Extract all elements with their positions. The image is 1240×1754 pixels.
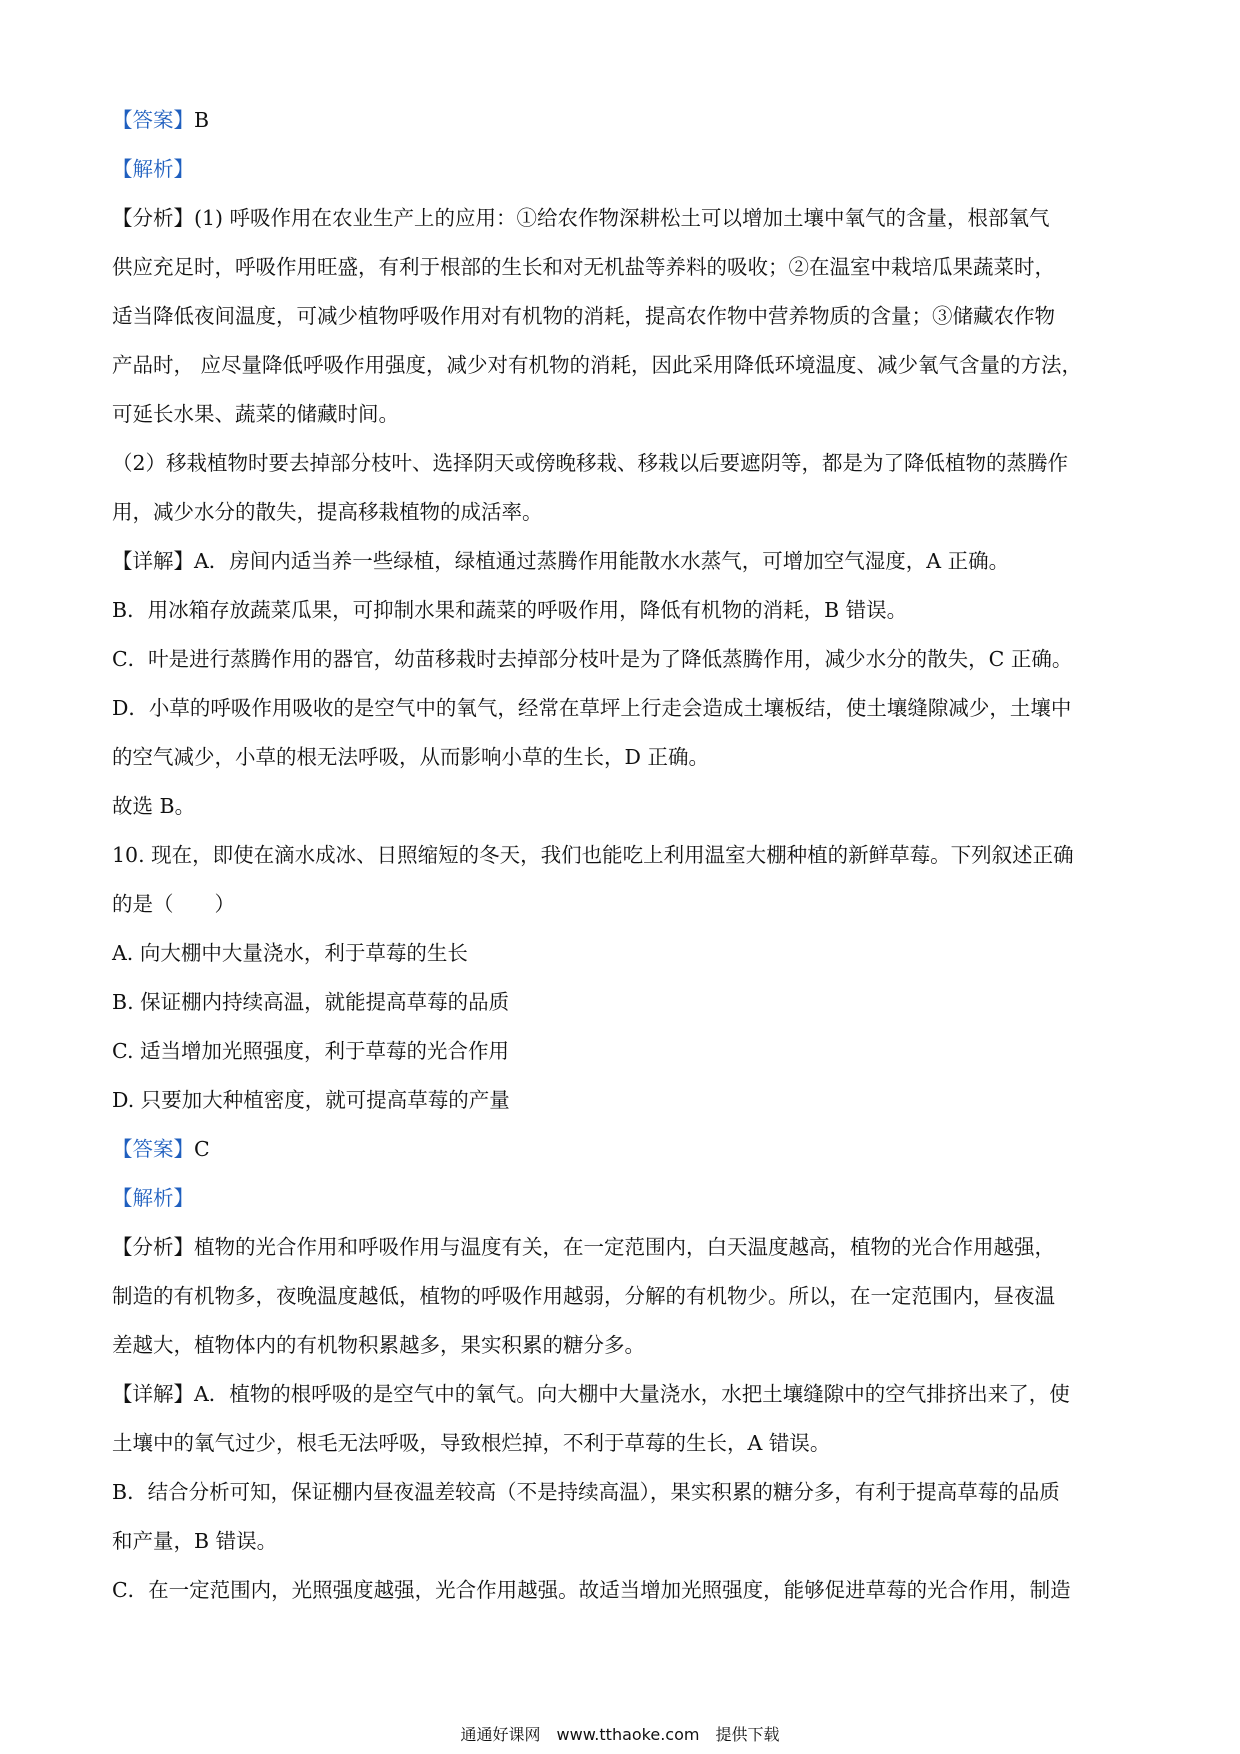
line-text: 的是（ ） [112,892,235,916]
text-line [112,194,1142,243]
line-text: C. 适当增加光照强度，利于草莓的光合作用 [112,1039,509,1063]
text-line [112,733,1142,782]
text-line [112,390,1142,439]
line-text: 可延长水果、蔬菜的储藏时间。 [112,402,399,426]
line-text: D. 只要加大种植密度，就可提高草莓的产量 [112,1088,510,1112]
line-text: 土壤中的氧气过少，根毛无法呼吸，导致根烂掉，不利于草莓的生长，A 错误。 [112,1431,831,1455]
text-line [112,635,1142,684]
section-tag: 【答案】 [112,1137,194,1161]
line-text: （2）移栽植物时要去掉部分枝叶、选择阴天或傍晚移栽、移栽以后要遮阴等，都是为了降低植物的蒸腾作 [112,451,1069,475]
text-line [112,978,1142,1027]
line-text: B. 保证棚内持续高温，就能提高草莓的品质 [112,990,510,1014]
text-line [112,488,1142,537]
line-text: 10. 现在，即使在滴水成冰、日照缩短的冬天，我们也能吃上利用温室大棚种植的新鲜草莓。下列叙述正确 [112,843,1074,867]
line-text: 的空气减少，小草的根无法呼吸，从而影响小草的生长，D 正确。 [112,745,709,769]
line-text: 适当降低夜间温度，可减少植物呼吸作用对有机物的消耗，提高农作物中营养物质的含量；③储藏农作物 [112,304,1055,328]
text-line [112,96,1142,145]
section-tag: 【答案】 [112,108,194,132]
text-line [112,1517,1142,1566]
text-line [112,880,1142,929]
text-line [112,243,1142,292]
line-text: 【分析】植物的光合作用和呼吸作用与温度有关，在一定范围内，白天温度越高，植物的光合作用越强， [112,1235,1055,1259]
text-line [112,831,1142,880]
line-text: 差越大，植物体内的有机物积累越多，果实积累的糖分多。 [112,1333,645,1357]
text-line [112,1321,1142,1370]
text-line [112,1125,1142,1174]
text-line [112,586,1142,635]
text-line [112,684,1142,733]
page-footer: 通通好课网 www.tthaoke.com 提供下载 [460,1725,780,1744]
text-line [112,1223,1142,1272]
text-line [112,439,1142,488]
text-line [112,1566,1142,1615]
line-text: C [194,1137,210,1161]
line-text: 和产量，B 错误。 [112,1529,278,1553]
line-text: 供应充足时，呼吸作用旺盛，有利于根部的生长和对无机盐等养料的吸收；②在温室中栽培瓜果蔬菜时， [112,255,1055,279]
text-line [112,537,1142,586]
line-text: 产品时， 应尽量降低呼吸作用强度，减少对有机物的消耗，因此采用降低环境温度、减少氧气含量的方法， [112,353,1083,377]
text-line [112,1370,1142,1419]
section-tag: 【解析】 [112,1186,194,1210]
text-line [112,1468,1142,1517]
text-line [112,341,1142,390]
section-tag: 【解析】 [112,157,194,181]
line-text: C．叶是进行蒸腾作用的器官，幼苗移栽时去掉部分枝叶是为了降低蒸腾作用，减少水分的散失，C 正确。 [112,647,1073,671]
line-text: 【详解】A．植物的根呼吸的是空气中的氧气。向大棚中大量浇水，水把土壤缝隙中的空气排挤出来了，使 [112,1382,1070,1406]
text-line [112,292,1142,341]
text-line [112,1419,1142,1468]
text-line [112,1027,1142,1076]
line-text: B．用冰箱存放蔬菜瓜果，可抑制水果和蔬菜的呼吸作用，降低有机物的消耗，B 错误。 [112,598,908,622]
text-line [112,1174,1142,1223]
text-line [112,929,1142,978]
line-text: B．结合分析可知，保证棚内昼夜温差较高（不是持续高温），果实积累的糖分多，有利于提高草莓的品质 [112,1480,1060,1504]
text-line [112,1076,1142,1125]
line-text: D．小草的呼吸作用吸收的是空气中的氧气，经常在草坪上行走会造成土壤板结，使土壤缝隙减少，土壤中 [112,696,1072,720]
line-text: 用，减少水分的散失，提高移栽植物的成活率。 [112,500,543,524]
line-text: A. 向大棚中大量浇水，利于草莓的生长 [112,941,468,965]
line-text: 制造的有机物多，夜晚温度越低，植物的呼吸作用越弱，分解的有机物少。所以，在一定范围内，昼夜温 [112,1284,1055,1308]
document-body [112,96,1142,1615]
line-text: 故选 B。 [112,794,196,818]
line-text: 【分析】(1) 呼吸作用在农业生产上的应用：①给农作物深耕松土可以增加土壤中氧气的含量，根部氧气 [112,206,1050,230]
line-text: C．在一定范围内，光照强度越强，光合作用越强。故适当增加光照强度，能够促进草莓的光合作用，制造 [112,1578,1071,1602]
line-text: B [194,108,210,132]
text-line [112,782,1142,831]
line-text: 【详解】A．房间内适当养一些绿植，绿植通过蒸腾作用能散水水蒸气，可增加空气湿度，A 正确。 [112,549,1010,573]
text-line [112,145,1142,194]
text-line [112,1272,1142,1321]
